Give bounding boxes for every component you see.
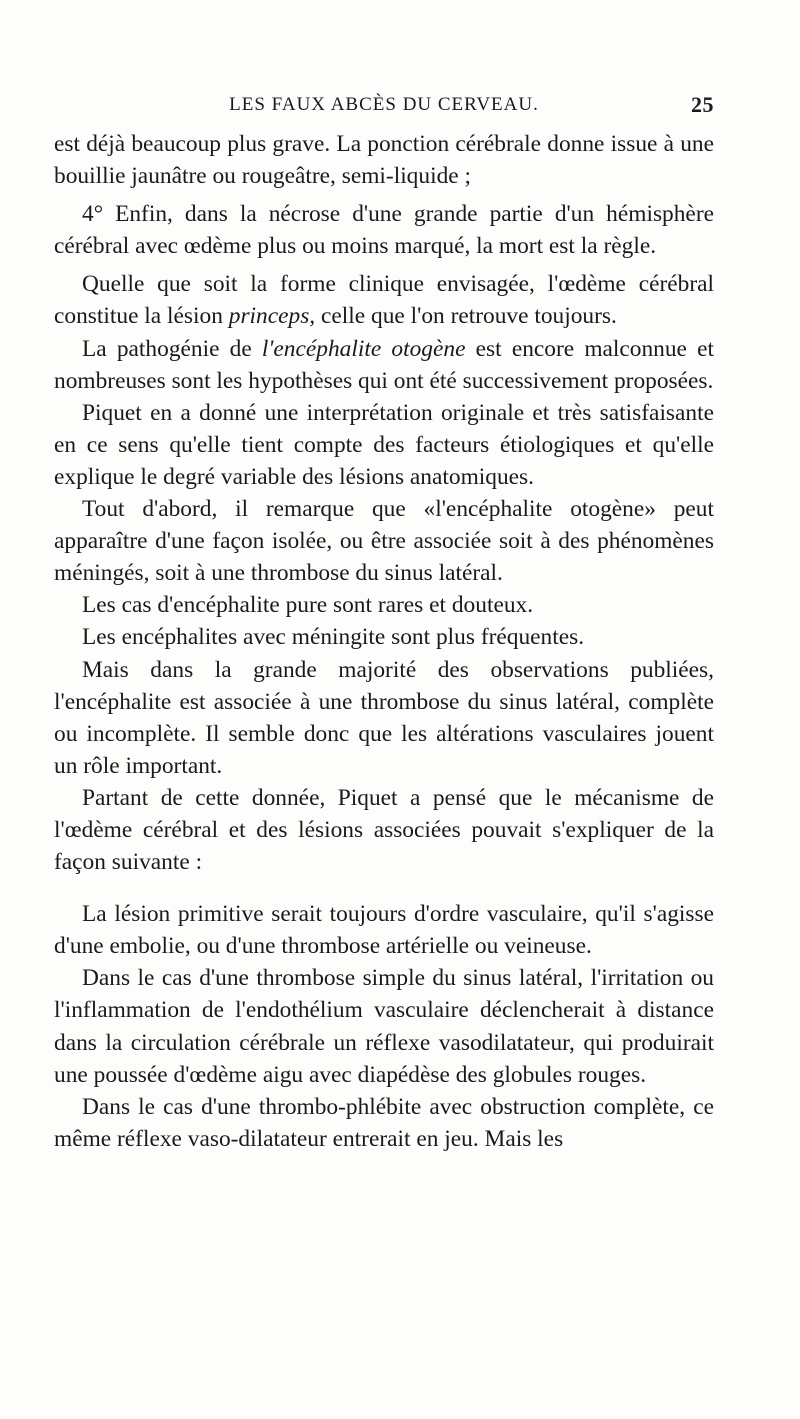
italic-term: l'encéphalite otogène	[261, 335, 466, 362]
running-title: LES FAUX ABCÈS DU CERVEAU.	[229, 94, 539, 115]
paragraph: Dans le cas d'une thrombose simple du sinus latéral, l'irritation ou l'inflammation de l'endothélium vasculaire déclencherait à distance dans la circulation cérébrale un réflexe vasodilatateur, qui produirait une poussée d'œdème aigu avec diapédèse des globules rouges.	[54, 965, 714, 1088]
paragraph: Les cas d'encéphalite pure sont rares et douteux.	[82, 592, 534, 619]
paragraph: Mais dans la grande majorité des observations publiées, l'encéphalite est associée à une thrombose du sinus latéral, complète ou incomplète. Il semble donc que les altérations vasculaires jouent un rôle important.	[54, 656, 714, 779]
book-page	[54, 88, 714, 1155]
italic-term: princeps,	[228, 303, 316, 330]
paragraph: Piquet en a donné une interprétation originale et très satisfaisante en ce sens qu'elle tient compte des facteurs étiologiques et qu'elle explique le degré variable des lésions anatomiques.	[54, 399, 714, 490]
paragraph: Tout d'abord, il remarque que «l'encéphalite otogène» peut apparaître d'une façon isolée, ou être associée soit à des phénomènes méningés, soit à une thrombose du sinus latéral.	[54, 496, 714, 587]
paragraph: La lésion primitive serait toujours d'ordre vasculaire, qu'il s'agisse d'une embolie, ou d'une thrombose artérielle ou veineuse.	[54, 901, 714, 960]
paragraph-text: La pathogénie de	[82, 335, 262, 362]
paragraph-text: est encore malconnue et nombreuses sont les hypothèses qui ont été successivement proposées.	[54, 335, 715, 394]
paragraph: est déjà beaucoup plus grave. La ponction cérébrale donne issue à une bouillie jaunâtre ou rougeâtre, semi-liquide ;	[54, 131, 714, 190]
body-text	[54, 128, 714, 1155]
paragraph: Partant de cette donnée, Piquet a pensé que le mécanisme de l'œdème cérébral et des lésions associées pouvait s'expliquer de la façon suivante :	[54, 784, 714, 876]
paragraph-text: celle que l'on retrouve toujours.	[315, 303, 617, 330]
page-number: 25	[691, 92, 714, 117]
paragraph-text: Quelle que soit la forme clinique envisagée, l'œdème cérébral constitue la lésion	[54, 271, 714, 330]
paragraph: Les encéphalites avec méningite sont plus fréquentes.	[82, 624, 585, 651]
paragraph: Dans le cas d'une thrombo-phlébite avec obstruction complète, ce même réflexe vaso-dilatateur entrerait en jeu. Mais les	[54, 1093, 714, 1152]
paragraph	[54, 268, 714, 332]
page-header	[54, 88, 714, 128]
paragraph: 4° Enfin, dans la nécrose d'une grande partie d'un hémisphère cérébral avec œdème plus ou moins marqué, la mort est la règle.	[54, 201, 714, 260]
paragraph	[54, 333, 714, 397]
